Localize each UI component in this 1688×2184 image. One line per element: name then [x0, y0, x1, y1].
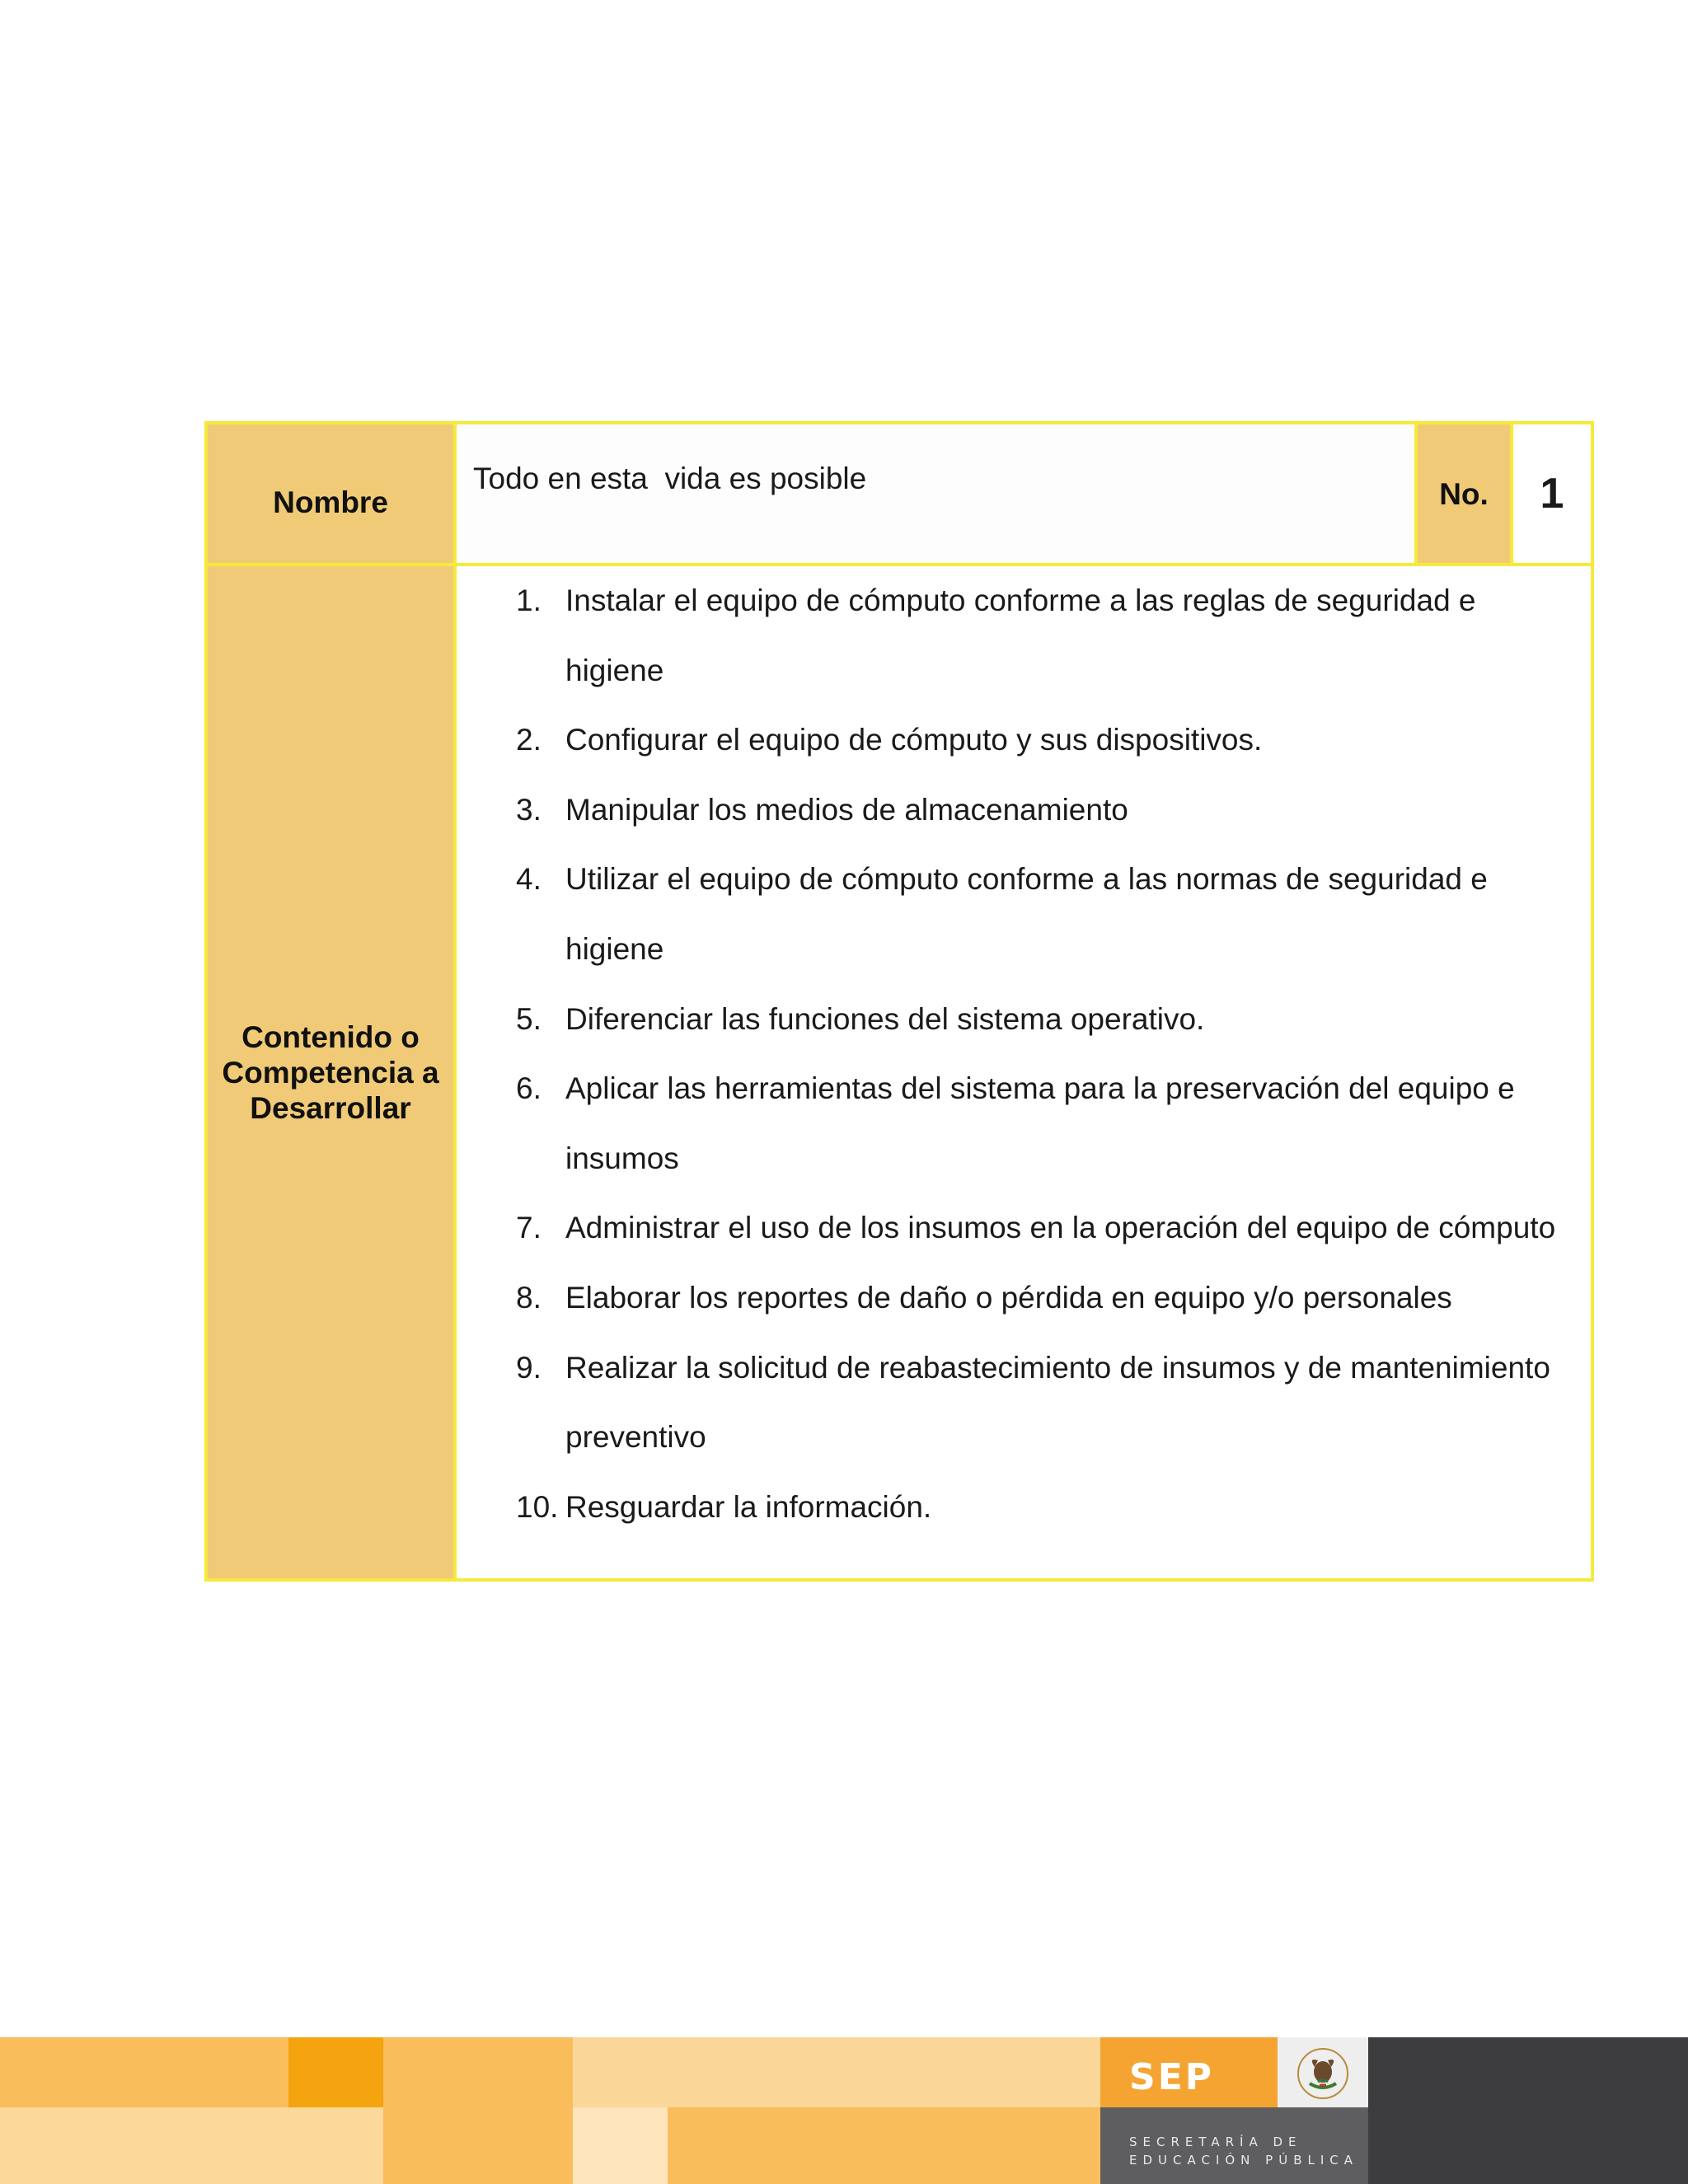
competencia-text: Diferenciar las funciones del sistema operativo.	[565, 1001, 1205, 1036]
competencia-item	[516, 845, 1579, 984]
competencia-item	[516, 776, 1579, 846]
sep-footer	[0, 2037, 1688, 2184]
mexican-coat-of-arms-icon	[1290, 2042, 1356, 2103]
sep-subtitle-line1: SECRETARÍA DE	[1129, 2135, 1302, 2149]
competencia-item	[516, 1333, 1579, 1473]
footer-block	[573, 2037, 1100, 2107]
competencia-text: Elaborar los reportes de daño o pérdida en equipo y/o personales	[565, 1280, 1452, 1315]
competencia-item	[516, 985, 1579, 1055]
competencia-text: Configurar el equipo de cómputo y sus dispositivos.	[565, 723, 1263, 757]
competencia-number: 9.	[516, 1350, 542, 1385]
competencia-number: 10.	[516, 1489, 559, 1524]
footer-block	[573, 2107, 668, 2184]
competencia-item	[516, 1263, 1579, 1333]
competencia-item	[516, 1193, 1579, 1263]
footer-block	[0, 2107, 383, 2184]
contenido-label-text: Contenido o Competencia a Desarrollar	[222, 1019, 439, 1125]
competencias-list	[516, 566, 1579, 1542]
competencia-number: 7.	[516, 1211, 542, 1245]
footer-dark-block	[1368, 2037, 1688, 2184]
footer-block	[383, 2107, 573, 2184]
no-label-text: No.	[1439, 476, 1489, 511]
competencia-text: Instalar el equipo de cómputo conforme a las reglas de seguridad e higiene	[565, 583, 1476, 687]
competencia-item	[516, 1054, 1579, 1193]
competencia-text: Administrar el uso de los insumos en la operación del equipo de cómputo	[565, 1211, 1556, 1245]
competencia-text: Utilizar el equipo de cómputo conforme a las normas de seguridad e higiene	[565, 862, 1488, 966]
competencia-text: Realizar la solicitud de reabastecimiento de insumos y de mantenimiento preventivo	[565, 1350, 1550, 1455]
competencia-number: 2.	[516, 723, 542, 757]
nombre-label-text: Nombre	[273, 485, 388, 519]
footer-block	[668, 2107, 1100, 2184]
competencia-number: 6.	[516, 1071, 542, 1106]
contenido-cell	[457, 566, 1591, 1578]
competencia-text: Manipular los medios de almacenamiento	[565, 792, 1128, 827]
no-label	[1414, 424, 1513, 566]
competencia-text: Resguardar la información.	[565, 1489, 932, 1524]
contenido-label	[208, 566, 457, 1578]
competencia-item	[516, 566, 1579, 705]
competencia-number: 3.	[516, 792, 542, 827]
footer-block	[0, 2037, 288, 2107]
nombre-label	[208, 424, 457, 566]
competencia-number: 4.	[516, 862, 542, 897]
competencia-item	[516, 705, 1579, 776]
sep-logo-text: SEP	[1129, 2056, 1214, 2098]
no-value: 1	[1513, 424, 1591, 566]
competencia-number: 5.	[516, 1001, 542, 1036]
competencia-number: 1.	[516, 583, 542, 617]
sep-subtitle-line2: EDUCACIÓN PÚBLICA	[1129, 2153, 1359, 2168]
footer-block	[288, 2037, 383, 2107]
competencia-number: 8.	[516, 1280, 542, 1315]
footer-block	[383, 2037, 573, 2107]
competencia-item	[516, 1473, 1579, 1543]
nombre-value: Todo en esta vida es posible	[457, 424, 1414, 566]
ficha-table	[204, 421, 1594, 1582]
competencia-text: Aplicar las herramientas del sistema para la preservación del equipo e insumos	[565, 1071, 1515, 1175]
